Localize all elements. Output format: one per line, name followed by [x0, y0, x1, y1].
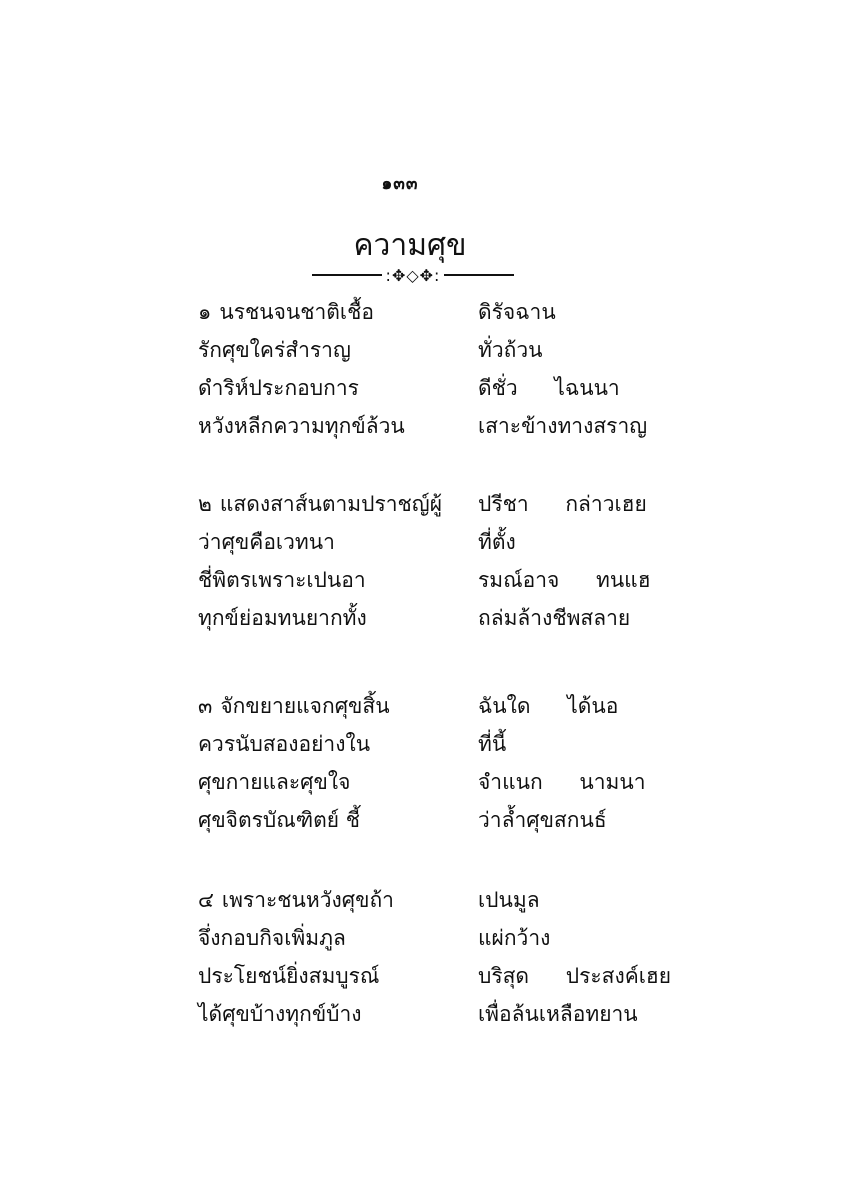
verse-first-half: ว่าศุขคือเวทนา — [198, 530, 335, 554]
verse-line — [198, 690, 678, 728]
verse-first-half: หวังหลีกความทุกข์ล้วน — [198, 414, 405, 438]
verse-line — [198, 488, 678, 526]
verse-first-half: ได้ศุขบ้างทุกข์บ้าง — [198, 1002, 362, 1026]
verse-line — [198, 296, 678, 334]
verse-second-half: ดีชั่ว ไฉนนา — [478, 376, 620, 400]
verse-second-half: ทั่วถ้วน — [478, 338, 543, 362]
verse-first-half: จึ่งกอบกิจเพิ่มภูล — [198, 926, 346, 950]
verse-first-half: ศุขกายและศุขใจ — [198, 770, 351, 794]
verse-second-half: ฉันใด ได้นอ — [478, 694, 619, 718]
verse-second-half: ดิรัจฉาน — [478, 300, 556, 324]
verse-second-half: บริสุด ประสงค์เฮย — [478, 964, 672, 988]
poem-title: ความศุข — [353, 228, 467, 263]
verse-first-half: ดำริห์ประกอบการ — [198, 376, 359, 400]
verse-first-half: ชี่พิตรเพราะเปนอา — [198, 568, 366, 592]
page-number: ๑๓๓ — [381, 174, 419, 194]
stanza-number: ๑ — [198, 300, 212, 324]
ornament-rule-left — [312, 274, 382, 276]
verse-second-half: เสาะข้างทางสราญ — [478, 414, 648, 438]
verse-line — [198, 334, 678, 372]
verse-first-half: ศุขจิตรบัณฑิตย์ ชี้ — [198, 808, 361, 832]
stanza-3 — [198, 690, 678, 842]
verse-line — [198, 728, 678, 766]
verse-line — [198, 884, 678, 922]
verse-first-half: ควรนับสองอย่างใน — [198, 732, 371, 756]
verse-second-half: ปรีชา กล่าวเฮย — [478, 492, 647, 516]
stanza-number: ๒ — [198, 492, 212, 516]
verse-line — [198, 998, 678, 1036]
verse-line — [198, 526, 678, 564]
stanza-1 — [198, 296, 678, 448]
verse-line — [198, 766, 678, 804]
ornament-center: :✥◇✥: — [385, 265, 441, 285]
verse-line — [198, 602, 678, 640]
verse-first-half: แสดงสาส์นตามปราชญ์ผู้ — [219, 492, 442, 516]
verse-second-half: ว่าล้ำศุขสกนธ์ — [478, 808, 607, 832]
verse-second-half: ที่นี้ — [478, 732, 507, 756]
verse-line — [198, 804, 678, 842]
verse-first-half: นรชนจนชาติเชื้อ — [219, 300, 374, 324]
stanza-number: ๓ — [198, 694, 213, 718]
verse-line — [198, 922, 678, 960]
verse-second-half: เพื่อล้นเหลือทยาน — [478, 1002, 638, 1026]
verse-second-half: รมณ์อาจ ทนแฮ — [478, 568, 651, 592]
verse-second-half: ที่ตั้ง — [478, 530, 516, 554]
verse-second-half: แผ่กว้าง — [478, 926, 551, 950]
verse-second-half: จำแนก นามนา — [478, 770, 646, 794]
stanza-2 — [198, 488, 678, 640]
verse-first-half: เพราะชนหวังศุขถ้า — [221, 888, 394, 912]
verse-first-half: จักขยายแจกศุขสิ้น — [220, 694, 390, 718]
verse-line — [198, 564, 678, 602]
verse-first-half: ทุกข์ย่อมทนยากทั้ง — [198, 606, 367, 630]
stanza-4 — [198, 884, 678, 1036]
verse-line — [198, 410, 678, 448]
verse-first-half: ประโยชน์ยิ่งสมบูรณ์ — [198, 964, 380, 988]
verse-line — [198, 372, 678, 410]
verse-second-half: เปนมูล — [478, 888, 540, 912]
verse-line — [198, 960, 678, 998]
ornament-rule-right — [444, 274, 514, 276]
verse-first-half: รักศุขใคร่สำราญ — [198, 338, 351, 362]
title-ornament — [312, 264, 514, 286]
verse-second-half: ถล่มล้างชีพสลาย — [478, 606, 631, 630]
stanza-number: ๔ — [198, 888, 214, 912]
